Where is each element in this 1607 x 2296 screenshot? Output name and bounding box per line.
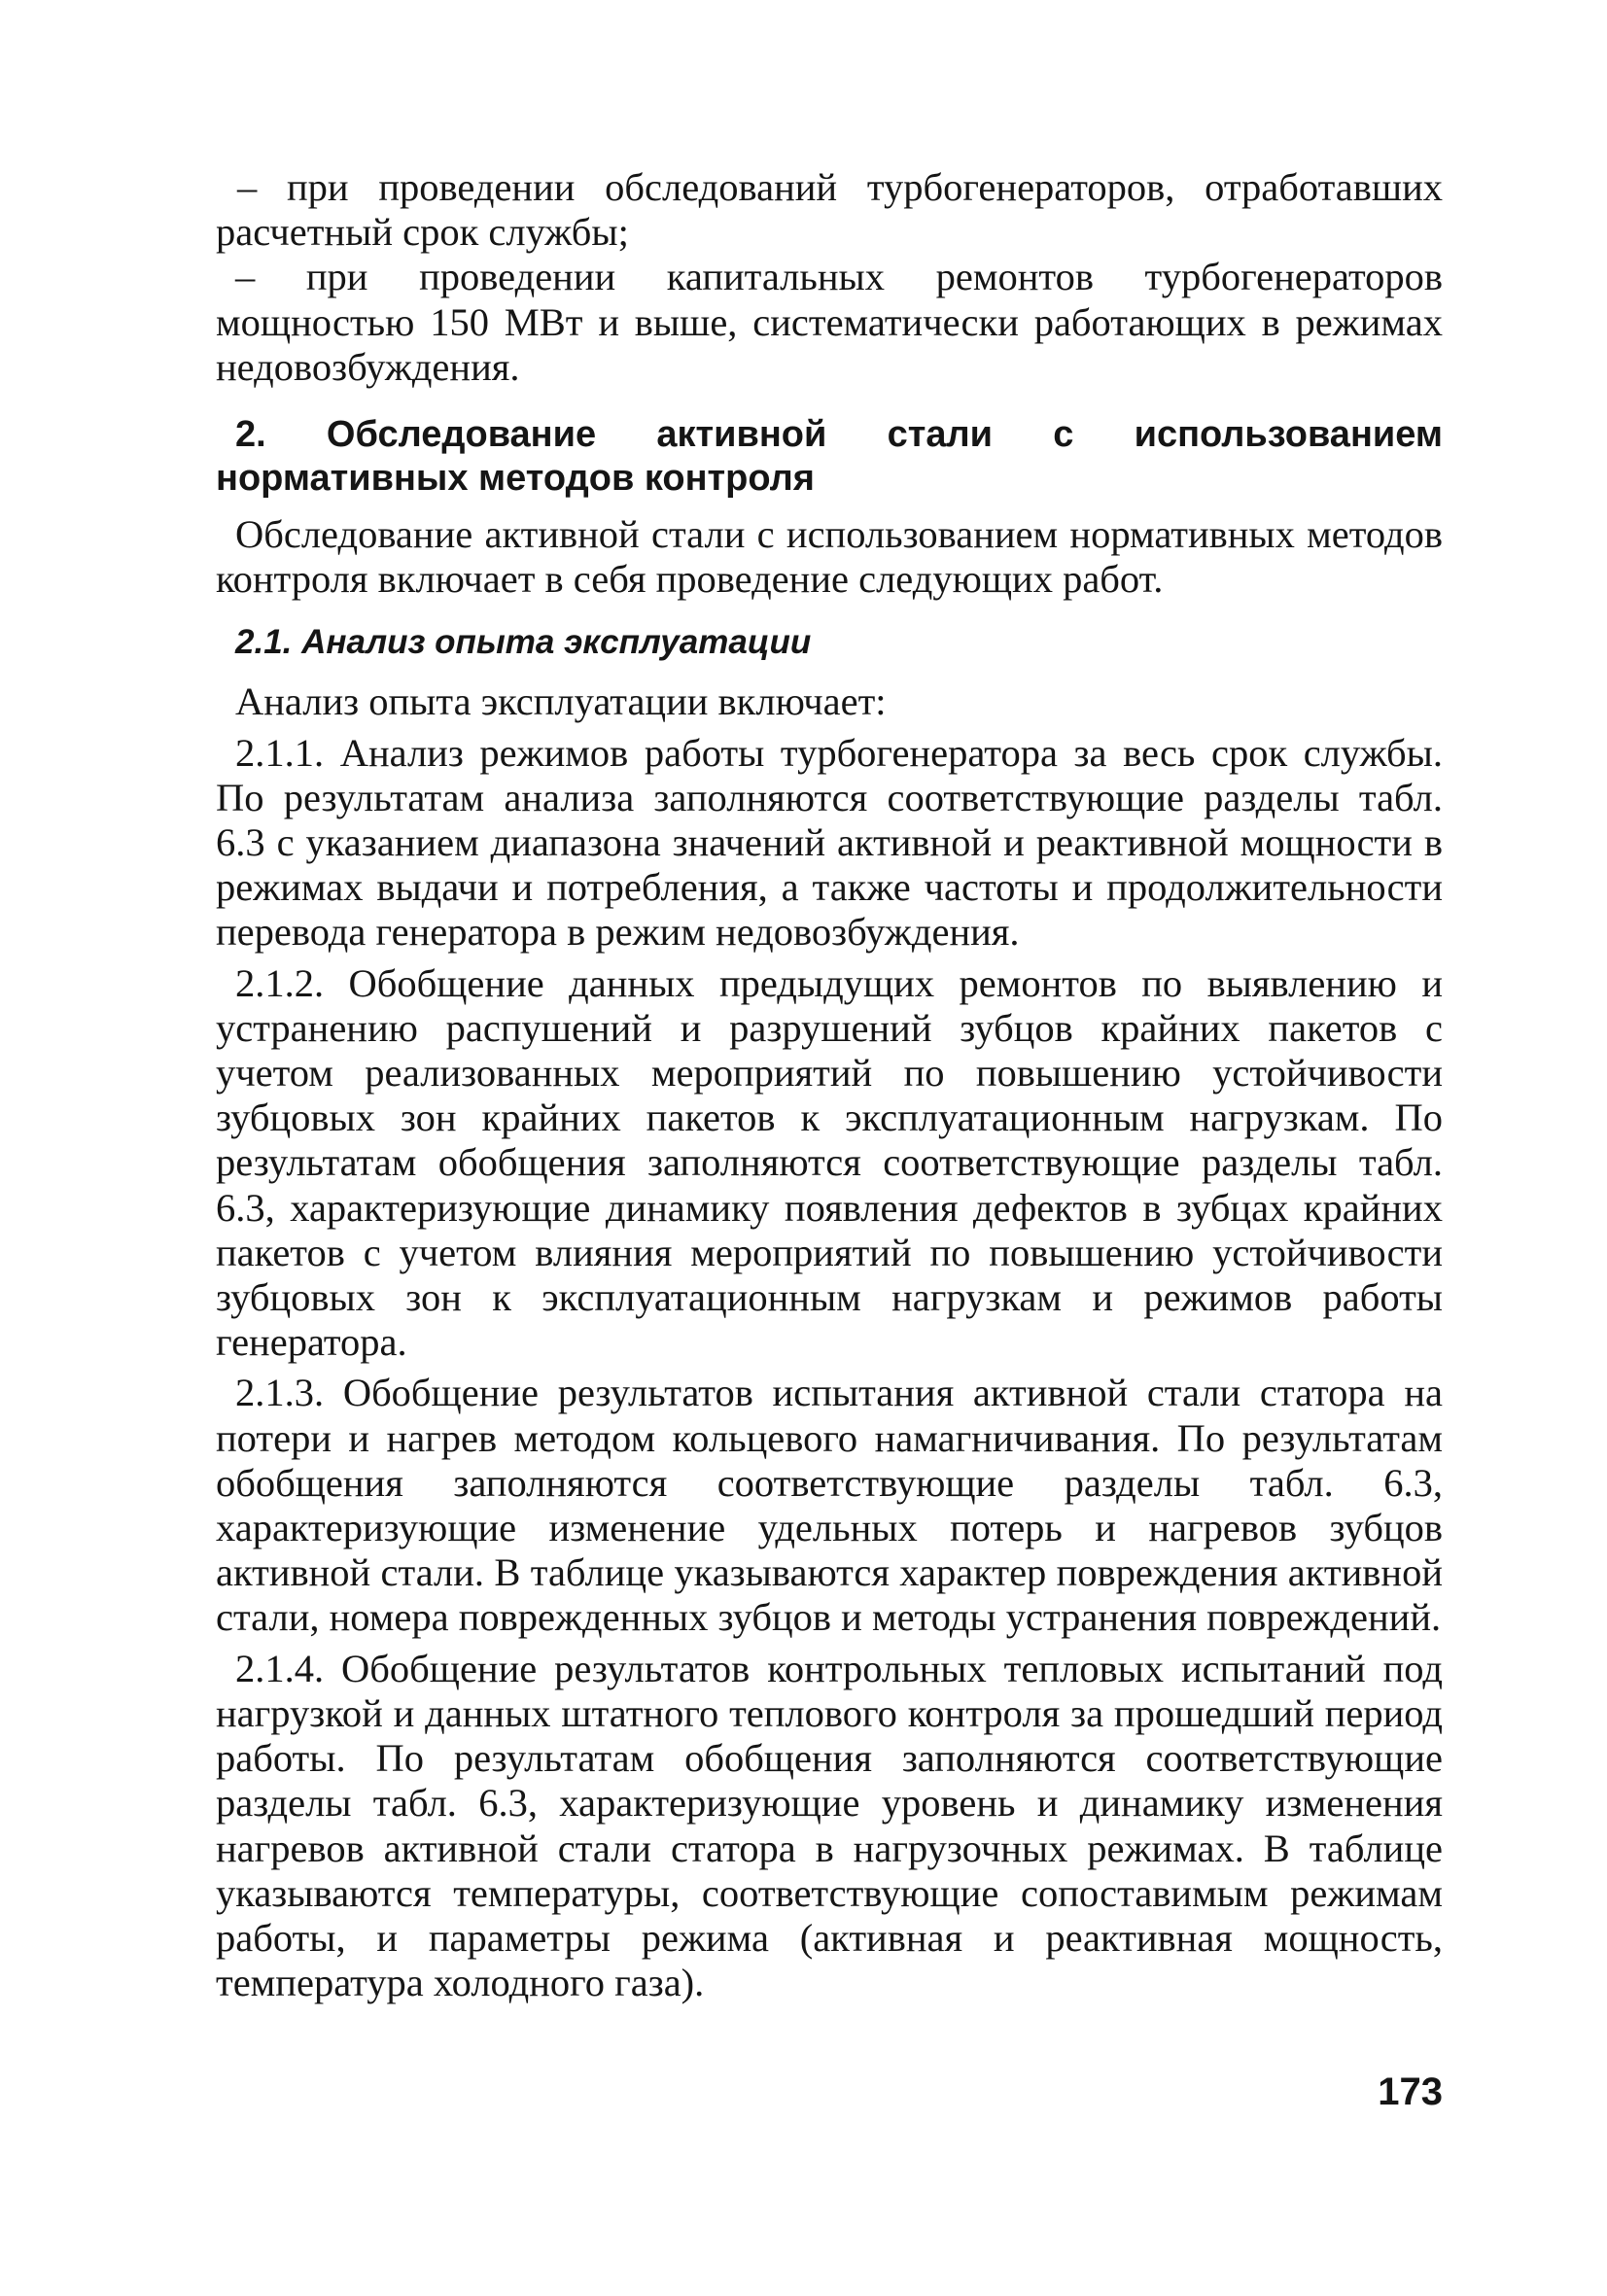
list-item-dash-1: – при проведении обследований турбогенераторов, отработавших расчетный срок службы; [216, 165, 1443, 255]
page-body [216, 165, 1443, 2005]
page-number: 173 [1378, 2070, 1443, 2113]
item-2-1-1: 2.1.1. Анализ режимов работы турбогенератора за весь срок службы. По результатам анализа заполняются соответствующие разделы табл. 6.3 с указанием диапазона значений активной и реактивной мощности в режимах выдачи и потребления, а также частоты и продолжительности перевода генератора в режим недовозбуждения. [216, 730, 1443, 955]
section-intro: Обследование активной стали с использованием нормативных методов контроля включает в себя проведение следующих работ. [216, 512, 1443, 602]
subsection-heading: 2.1. Анализ опыта эксплуатации [235, 623, 812, 662]
section-heading: 2. Обследование активной стали с использованием нормативных методов контроля [216, 414, 1443, 500]
subsection-lead: Анализ опыта эксплуатации включает: [235, 679, 887, 724]
item-2-1-3: 2.1.3. Обобщение результатов испытания активной стали статора на потери и нагрев методом кольцевого намагничивания. По результатам обобщения заполняются соответствующие разделы табл. 6.3, характеризующие изменение удельных потерь и нагревов зубцов активной стали. В таблице указываются характер повреждения активной стали, номера поврежденных зубцов и методы устранения повреждений. [216, 1371, 1443, 1640]
item-2-1-2: 2.1.2. Обобщение данных предыдущих ремонтов по выявлению и устранению распушений и разрушений зубцов крайних пакетов с учетом реализованных мероприятий по повышению устойчивости зубцовых зон крайних пакетов к эксплуатационным нагрузкам. По результатам обобщения заполняются соответствующие разделы табл. 6.3, характеризующие динамику появления дефектов в зубцах крайних пакетов с учетом влияния мероприятий по повышению устойчивости зубцовых зон к эксплуатационным нагрузкам и режимов работы генератора. [216, 960, 1443, 1365]
item-2-1-4: 2.1.4. Обобщение результатов контрольных тепловых испытаний под нагрузкой и данных штатного теплового контроля за прошедший период работы. По результатам обобщения заполняются соответствующие разделы табл. 6.3, характеризующие уровень и динамику изменения нагревов активной стали статора в нагрузочных режимах. В таблице указываются температуры, соответствующие сопоставимым режимам работы, и параметры режима (активная и реактивная мощность, температура холодного газа). [216, 1646, 1443, 2005]
list-item-dash-2: – при проведении капитальных ремонтов турбогенераторов мощностью 150 МВт и выше, систематически работающих в режимах недовозбуждения. [216, 255, 1443, 389]
